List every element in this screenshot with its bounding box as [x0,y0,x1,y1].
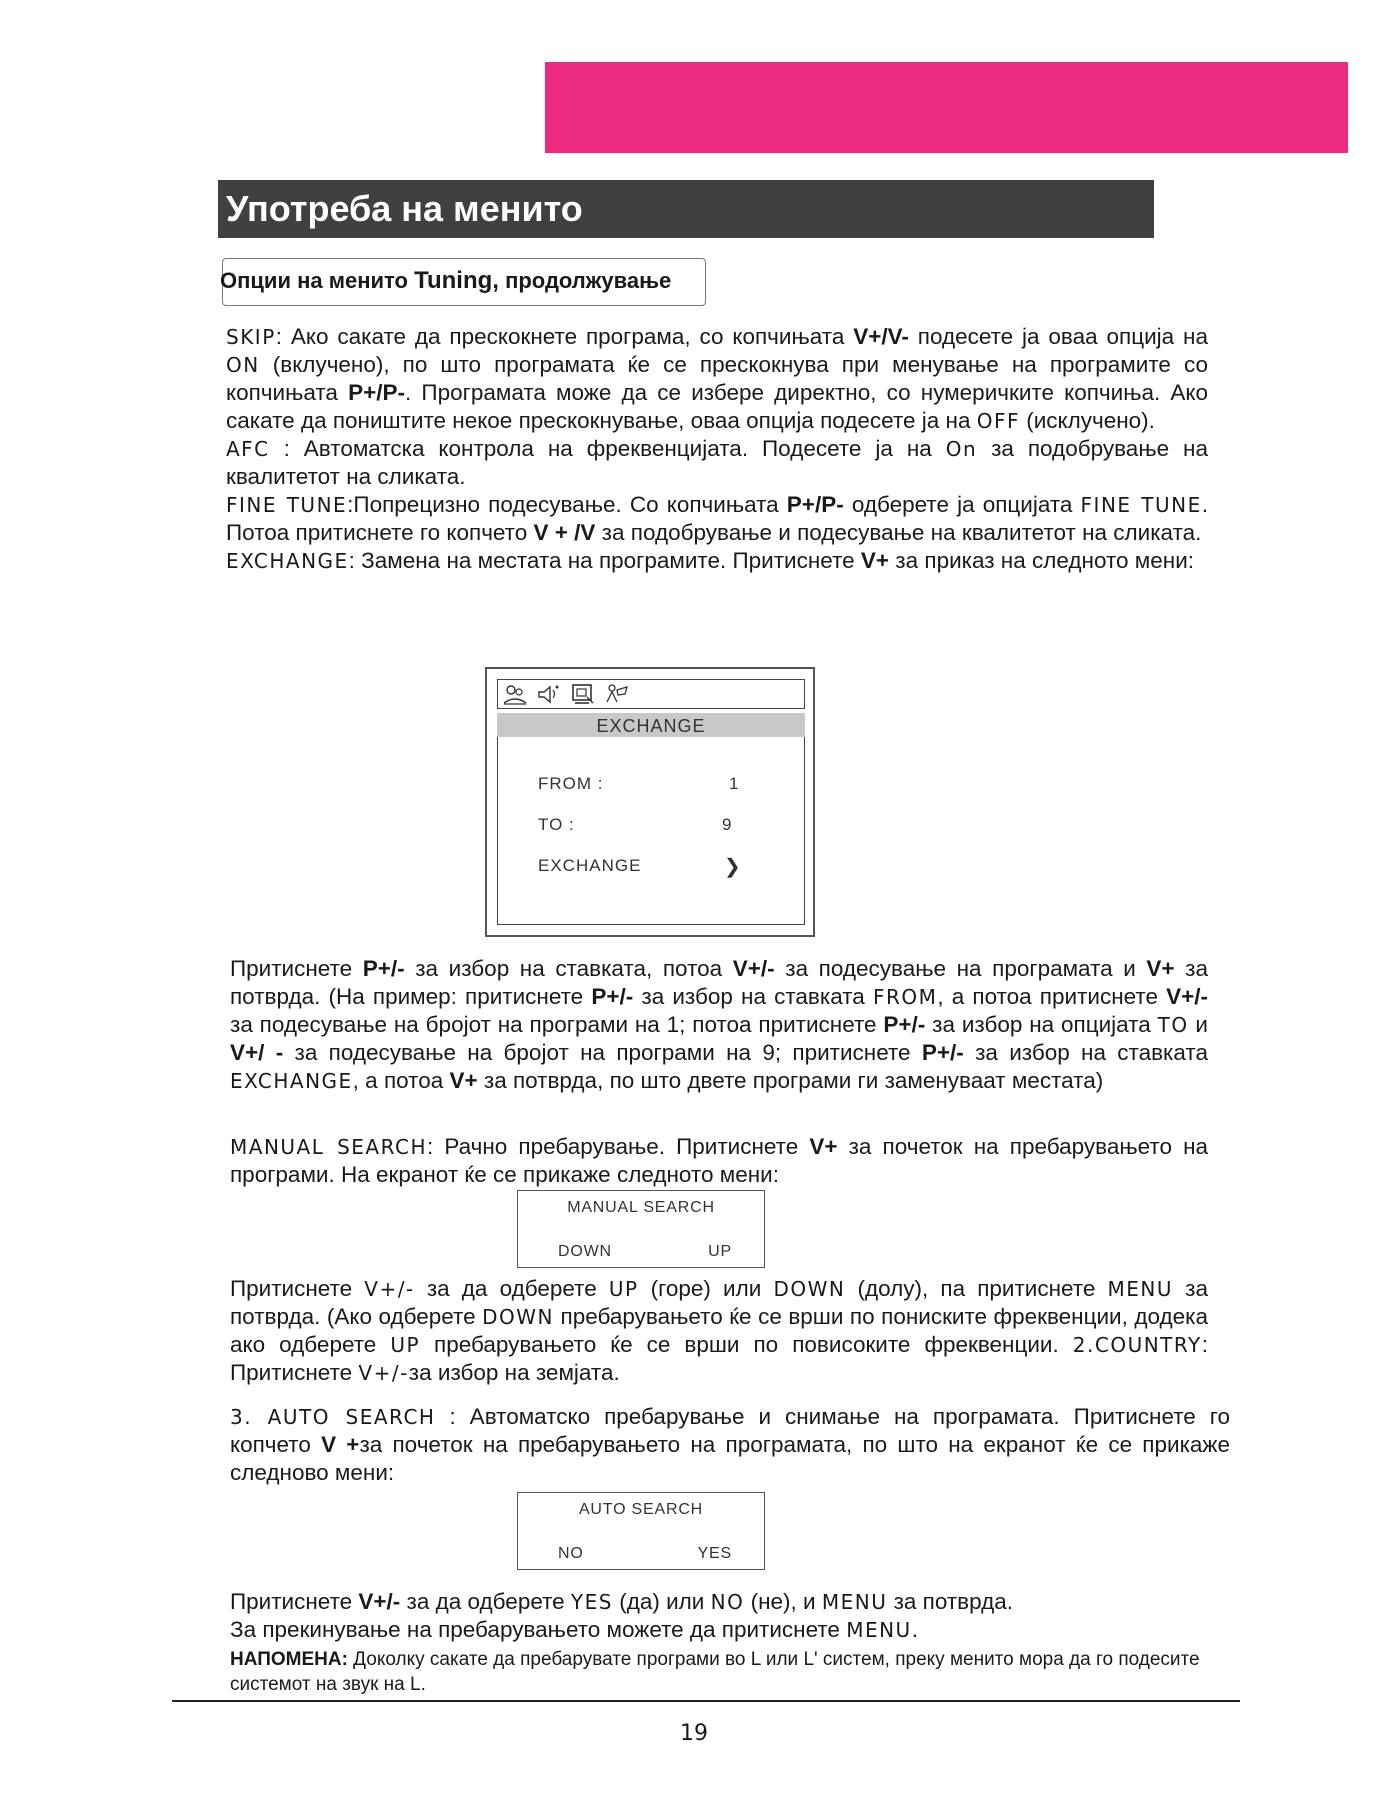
chevron-right-icon: ❯ [724,856,741,878]
auto-search-yes: YES [697,1545,732,1562]
menu-row-to-value: 9 [722,815,732,834]
auto-search-no: NO [558,1545,584,1562]
manual-search-title: MANUAL SEARCH [567,1199,715,1216]
menu-row-from-value: 1 [729,774,739,793]
subtitle: Опции на менито Tuning, продолжување [220,267,672,294]
manual-search-up: UP [708,1243,732,1260]
note-text: Доколку сакате да пребарувате програми во L или L' систем, преку менито мора да го подесите системот на звук на L. [230,1649,1200,1695]
paragraph-up-down-country: Притиснете V+/- за да одберете UP (горе) или DOWN (долу), па притиснете MENU за потврда. (Ако одберете DOWN пребарувањето ќе се врши по пониските фреквенции, додека ако одберете UP пребарувањето ќе се врши по повисоките фреквенции. 2.COUNTRY: Притиснете V+/-за избор на земјата. [230,1276,1209,1385]
function-icon [604,682,630,706]
note-label: НАПОМЕНА: [230,1649,348,1670]
auto-search-title: AUTO SEARCH [578,1501,704,1518]
menu-row-to-label: TO : [538,815,575,834]
sound-icon [536,682,562,706]
menu-row-exchange-label: EXCHANGE [538,856,642,875]
manual-search-menu [517,1190,765,1268]
picture-icon [502,682,528,706]
section-title: Употреба на менито [218,180,1154,238]
note [230,1647,1230,1697]
exchange-menu-body [497,737,805,925]
footer-rule [172,1700,1240,1702]
paragraph-manual-search: MANUAL SEARCH: Рачно пребарување. Притиснете V+ за почеток на пребарувањето на програми. На екранот ќе се прикаже следното мени: [230,1134,1209,1187]
paragraph-exchange-instructions: Притиснете P+/- за избор на ставката, потоа V+/- за подесување на програмата и V+ за потврда. (На пример: притиснете P+/- за избор на ставката FROM, а потоа притиснете V+/- за подесување на бројот на програми на 1; потоа притиснете P+/- за избор на опцијата TO и V+/ - за подесување на бројот на програми на 9; притиснете P+/- за избор на ставката EXCHANGE, а потоа V+ за потврда, по што двете програми ги заменуваат местата) [230,956,1208,1093]
paragraph-auto-search: 3. AUTO SEARCH : Автоматско пребарување и снимање на програмата. Притиснете го копчето V +за почеток на пребарувањето на програмата, по што на екранот ќе се прикаже следново мени: [230,1404,1230,1485]
menu-icon-bar [497,679,805,709]
paragraph-skip-afc-finetune-exchange: SKIP: Ако сакате да прескокнете програма, со копчињата V+/V- подесете ја оваа опција на ON (вклучено), по што програмата ќе се прескокнува при менување на програмите со копчињата P+/P-. Програмата може да се избере директно, со нумеричките копчиња. Ако сакате да поништите некое прескокнување, оваа опција подесете ја на OFF (исклучено). AFC : Автоматска контрола на фреквенцијата. Подесете ја на On за подобрување на квалитетот на сликата. FINE TUNE:Попрецизно подесување. Со копчињата P+/P- одберете ја опцијата FINE TUNE. Потоа притиснете го копчето V + /V за подобрување и подесување на квалитетот на сликата. EXCHANGE: Замена на местата на програмите. Притиснете V+ за приказ на следното мени: [226,324,1209,573]
header-accent-bar [545,62,1348,153]
tuning-icon [570,682,596,706]
exchange-menu [485,667,815,937]
paragraph-yes-no: Притиснете V+/- за да одберете YES (да) или NO (не), и MENU за потврда. За прекинување на пребарувањето можете да притиснете MENU. [230,1589,1014,1642]
exchange-menu-header: EXCHANGE [497,713,805,737]
auto-search-menu [517,1492,765,1570]
manual-search-down: DOWN [558,1243,612,1260]
page-number: 19 [680,1721,708,1746]
menu-row-from-label: FROM : [538,774,604,793]
